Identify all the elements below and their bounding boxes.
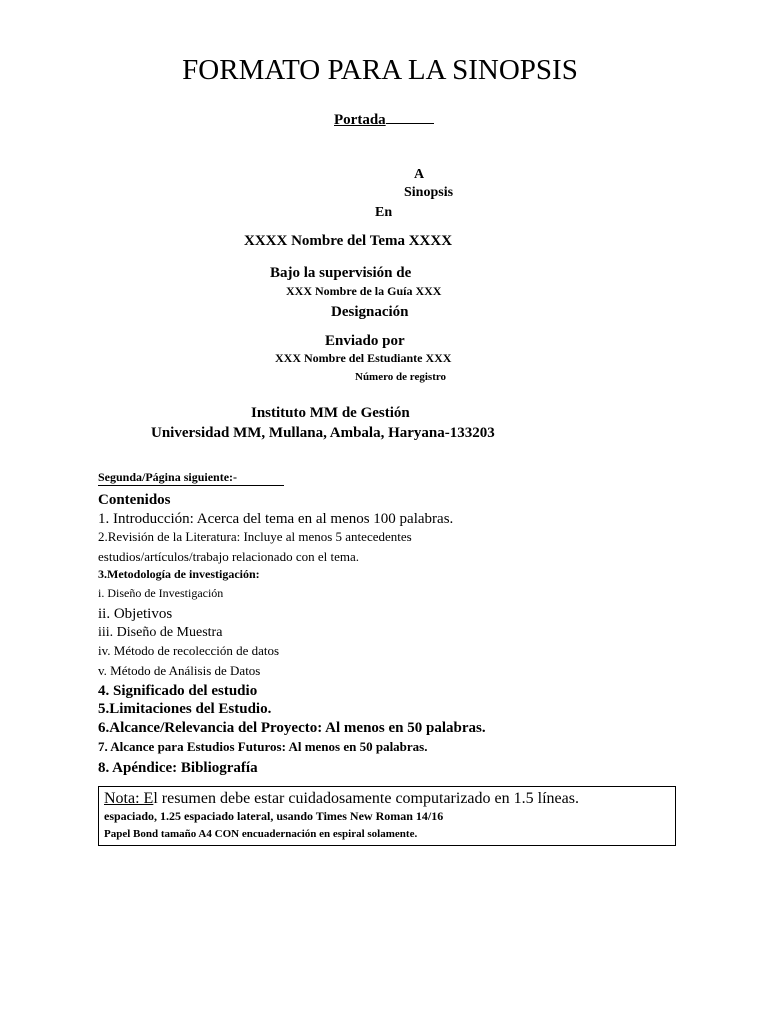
cover-heading-text: Portada: [334, 112, 386, 128]
contents-item: ii. Objetivos: [98, 606, 173, 622]
contents-item: 1. Introducción: Acerca del tema en al menos 100 palabras.: [98, 511, 454, 527]
cover-institute: Instituto MM de Gestión: [251, 405, 410, 421]
cover-heading: [334, 110, 434, 128]
contents-item: 6.Alcance/Relevancia del Proyecto: Al menos en 50 palabras.: [98, 720, 486, 736]
contents-item: i. Diseño de Investigación: [98, 586, 224, 600]
contents-item: 8. Apéndice: Bibliografía: [98, 760, 258, 776]
contents-item: 7. Alcance para Estudios Futuros: Al menos en 50 palabras.: [98, 739, 428, 754]
cover-en: En: [375, 205, 393, 220]
note-line-3: Papel Bond tamaño A4 CON encuadernación en espiral solamente.: [104, 828, 418, 840]
cover-a: A: [414, 167, 425, 182]
cover-student: XXX Nombre del Estudiante XXX: [275, 351, 452, 365]
note-line-2: espaciado, 1.25 espaciado lateral, usando Times New Roman 14/16: [104, 809, 444, 823]
second-page-heading: Segunda/Página siguiente:-: [98, 471, 284, 486]
note-line-1-text: l resumen debe estar cuidadosamente computarizado en 1.5 líneas.: [153, 790, 579, 807]
contents-item: 4. Significado del estudio: [98, 683, 258, 699]
cover-topic: XXXX Nombre del Tema XXXX: [244, 233, 453, 249]
note-box: [98, 786, 676, 846]
cover-registration: Número de registro: [355, 371, 447, 383]
note-line-1: [104, 791, 579, 807]
cover-university: Universidad MM, Mullana, Ambala, Haryana-133203: [151, 425, 495, 441]
contents-heading: Contenidos: [98, 492, 171, 508]
contents-item: iii. Diseño de Muestra: [98, 625, 223, 640]
contents-item: estudios/artículos/trabajo relacionado con el tema.: [98, 549, 359, 564]
cover-guide: XXX Nombre de la Guía XXX: [286, 284, 442, 298]
note-label: Nota: E: [104, 790, 154, 807]
contents-item: 5.Limitaciones del Estudio.: [98, 701, 272, 717]
contents-item: 3.Metodología de investigación:: [98, 567, 260, 581]
contents-item: v. Método de Análisis de Datos: [98, 663, 261, 678]
cover-designation: Designación: [331, 304, 409, 320]
contents-item: 2.Revisión de la Literatura: Incluye al menos 5 antecedentes: [98, 529, 412, 544]
cover-submitted-by: Enviado por: [325, 333, 405, 349]
cover-sinopsis: Sinopsis: [404, 185, 454, 200]
document-title: FORMATO PARA LA SINOPSIS: [182, 54, 578, 86]
contents-item: iv. Método de recolección de datos: [98, 643, 280, 658]
cover-supervision: Bajo la supervisión de: [270, 265, 412, 281]
cover-heading-underline: [386, 110, 434, 124]
